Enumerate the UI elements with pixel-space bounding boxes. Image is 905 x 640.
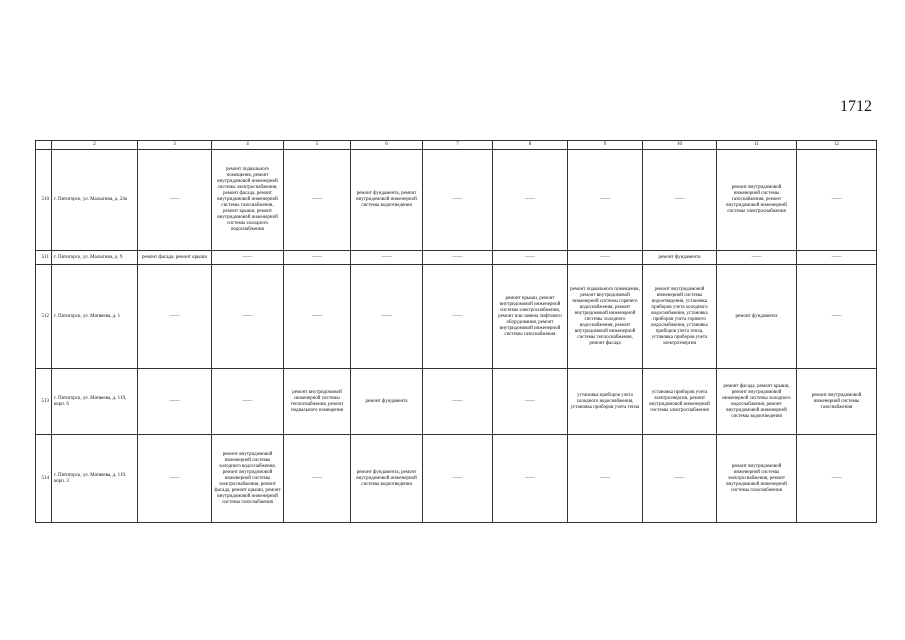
row-number: 511	[36, 251, 52, 265]
header-cell: 5	[284, 141, 351, 150]
table-cell: ремонт фасада, ремонт крыши, ремонт внутридомовой инженерной системы холодного водоснабжения, ремонт внутридомовой инженерной системы водоотведения	[717, 369, 797, 435]
row-number: 514	[36, 435, 52, 523]
repair-schedule-table	[35, 140, 877, 523]
table-cell: ——	[351, 251, 423, 265]
header-cell	[36, 141, 52, 150]
header-cell: 12	[797, 141, 877, 150]
table-cell: ——	[423, 435, 493, 523]
table-cell: ремонт внутридомовой инженерной системы теплоснабжения, ремонт подвального помещения	[284, 369, 351, 435]
table-cell: ремонт крыши, ремонт внутридомовой инженерной системы электроснабжения, ремонт или замена лифтового оборудования, ремонт внутридомовой инженерной системы газоснабжения	[493, 265, 568, 369]
header-cell: 8	[493, 141, 568, 150]
table-cell: ремонт внутридомовой инженерной системы электроснабжения, ремонт внутридомовой инженерной системы газоснабжения	[717, 435, 797, 523]
header-cell: 4	[212, 141, 284, 150]
table-cell: ремонт фундамента	[351, 369, 423, 435]
table-row	[36, 369, 877, 435]
header-cell: 7	[423, 141, 493, 150]
table-cell: ——	[717, 251, 797, 265]
address-cell: г. Пятигорск, ул. Матвеева, д. 119, корп. 6	[52, 369, 138, 435]
header-cell: 11	[717, 141, 797, 150]
table-cell: ——	[797, 435, 877, 523]
table-cell: ——	[138, 265, 212, 369]
table-cell: ремонт фундамента, ремонт внутридомовой инженерной системы водоотведения	[351, 150, 423, 251]
table-cell: ——	[493, 369, 568, 435]
header-row	[36, 141, 877, 150]
table-cell: ——	[138, 435, 212, 523]
table-cell: ——	[423, 150, 493, 251]
table-cell: ——	[212, 369, 284, 435]
table-cell: ремонт фундамента, ремонт внутридомовой инженерной системы водоотведения	[351, 435, 423, 523]
table-row	[36, 251, 877, 265]
table-cell: ремонт внутридомовой инженерной системы холодного водоснабжения, ремонт внутридомовой инженерной системы электроснабжения, ремонт фасада, ремонт крыши, ремонт внутридомовой инженерной системы газоснабжения	[212, 435, 284, 523]
address-cell: г. Пятигорск, ул. Матвеева, д. 119, корп. 3	[52, 435, 138, 523]
table-cell: ——	[423, 265, 493, 369]
table-cell: ——	[493, 150, 568, 251]
address-cell: г. Пятигорск, ул. Матвеева, д. 1	[52, 265, 138, 369]
table-cell: ——	[284, 435, 351, 523]
address-cell: г. Пятигорск, ул. Малыгина, д. 24а	[52, 150, 138, 251]
table-cell: ремонт внутридомовой инженерной системы водоотведения, установка приборов учета холодного водоснабжения, установка приборов учета горячего водоснабжения, установка приборов учета тепла, установка приборов учета электроэнергии	[643, 265, 717, 369]
table-cell: ремонт фундамента	[717, 265, 797, 369]
table-cell: установка приборов учета холодного водоснабжения, установка приборов учета тепла	[568, 369, 643, 435]
table-cell: ремонт фасада, ремонт крыши	[138, 251, 212, 265]
header-cell: 2	[52, 141, 138, 150]
table-cell: ——	[643, 150, 717, 251]
table-cell: ——	[568, 435, 643, 523]
table-cell: ремонт внутридомовой инженерной системы газоснабжения	[797, 369, 877, 435]
table-cell: ——	[797, 265, 877, 369]
table-cell: ——	[284, 265, 351, 369]
table-cell: установка приборов учета электроэнергии, ремонт внутридомовой инженерной системы электроснабжения	[643, 369, 717, 435]
page-number: 1712	[840, 98, 872, 115]
header-cell: 3	[138, 141, 212, 150]
table-row	[36, 265, 877, 369]
table-cell: ——	[568, 251, 643, 265]
table-cell: ——	[351, 265, 423, 369]
table-cell: ——	[423, 251, 493, 265]
table-cell: ремонт внутридомовой инженерной системы газоснабжения, ремонт внутридомовой инженерной системы электроснабжения	[717, 150, 797, 251]
table-cell: ——	[284, 251, 351, 265]
table-cell: ——	[797, 251, 877, 265]
table-cell: ——	[138, 150, 212, 251]
header-cell: 6	[351, 141, 423, 150]
table-cell: ремонт подвального помещения, ремонт внутридомовой инженерной системы горячего водоснабжения, ремонт внутридомовой инженерной системы холодного водоснабжения, ремонт внутридомовой инженерной системы теплоснабжения, ремонт фасада	[568, 265, 643, 369]
table-cell: ——	[284, 150, 351, 251]
table-cell: ——	[568, 150, 643, 251]
table-cell: ——	[212, 265, 284, 369]
table-cell: ——	[212, 251, 284, 265]
row-number: 510	[36, 150, 52, 251]
address-cell: г. Пятигорск, ул. Малыгина, д. 9	[52, 251, 138, 265]
table-cell: ремонт фундамента	[643, 251, 717, 265]
table-cell: ——	[643, 435, 717, 523]
table-row	[36, 435, 877, 523]
row-number: 513	[36, 369, 52, 435]
row-number: 512	[36, 265, 52, 369]
table-cell: ——	[797, 150, 877, 251]
table-cell: ——	[493, 435, 568, 523]
header-cell: 9	[568, 141, 643, 150]
header-cell: 10	[643, 141, 717, 150]
table-cell: ——	[423, 369, 493, 435]
table-cell: ——	[493, 251, 568, 265]
table-row	[36, 150, 877, 251]
table-cell: ——	[138, 369, 212, 435]
table-cell: ремонт подвального помещения, ремонт внутридомовой инженерной системы электроснабжения, ремонт фасада, ремонт внутридомовой инженерной системы газоснабжения, ремонт крыши, ремонт внутридомовой инженерной системы холодного водоснабжения	[212, 150, 284, 251]
